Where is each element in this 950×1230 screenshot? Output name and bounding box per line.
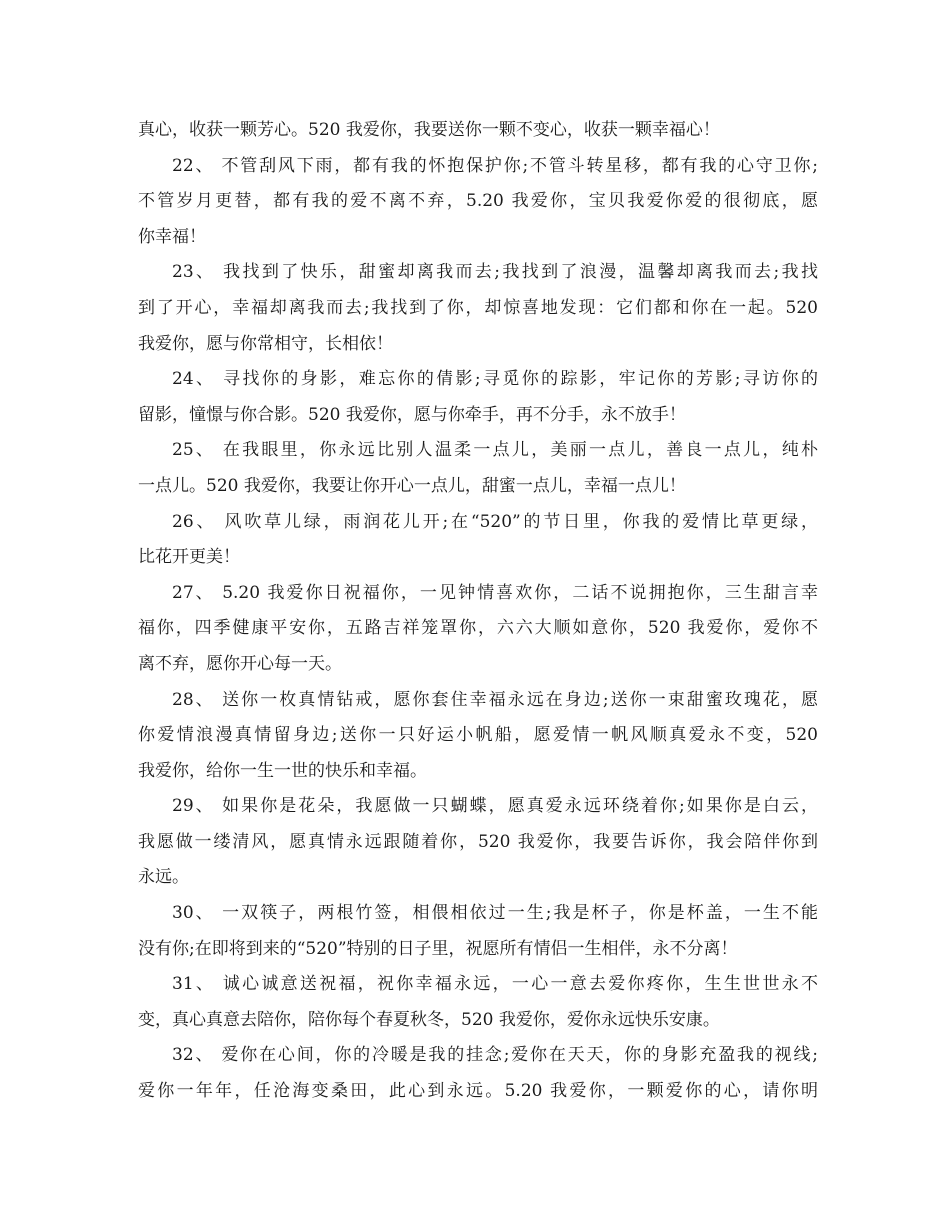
text-line: 28、 送你一枚真情钻戒，愿你套住幸福永远在身边;送你一束甜蜜玫瑰花，愿 [172, 689, 818, 710]
text-line: 22、 不管刮风下雨，都有我的怀抱保护你;不管斗转星移，都有我的心守卫你; [172, 155, 818, 176]
text-line: 27、 5.20 我爱你日祝福你，一见钟情喜欢你，二话不说拥抱你，三生甜言幸 [172, 582, 818, 603]
text-line: 不管岁月更替，都有我的爱不离不弃，5.20 我爱你，宝贝我爱你爱的很彻底，愿 [138, 191, 818, 212]
text-line: 到了开心，幸福却离我而去;我找到了你，却惊喜地发现：它们都和你在一起。520 [138, 297, 818, 318]
text-line: 30、 一双筷子，两根竹签，相偎相依过一生;我是杯子，你是杯盖，一生不能 [172, 903, 818, 924]
text-line: 你幸福！ [138, 226, 206, 247]
text-line: 23、 我找到了快乐，甜蜜却离我而去;我找到了浪漫，温馨却离我而去;我找 [172, 262, 818, 283]
text-line: 爱你一年年，任沧海变桑田，此心到永远。5.20 我爱你，一颗爱你的心，请你明 [138, 1081, 818, 1102]
text-line: 留影，憧憬与你合影。520 我爱你，愿与你牵手，再不分手，永不放手！ [138, 404, 686, 425]
text-line: 一点儿。520 我爱你，我要让你开心一点儿，甜蜜一点儿，幸福一点儿！ [138, 475, 686, 496]
text-line: 31、 诚心诚意送祝福，祝你幸福永远，一心一意去爱你疼你，生生世世永不 [172, 974, 818, 995]
document-body [138, 113, 818, 1110]
text-line: 永远。 [138, 867, 189, 888]
text-line: 真心，收获一颗芳心。520 我爱你，我要送你一颗不变心，收获一颗幸福心！ [138, 120, 720, 140]
text-line: 没有你;在即将到来的“520”特别的日子里，祝愿所有情侣一生相伴，永不分离！ [138, 938, 738, 959]
text-line: 变，真心真意去陪你，陪你每个春夏秋冬，520 我爱你，爱你永远快乐安康。 [138, 1009, 720, 1030]
text-line: 离不弃，愿你开心每一天。 [138, 653, 342, 674]
text-line: 26、 风吹草儿绿，雨润花儿开;在“520”的节日里，你我的爱情比草更绿， [172, 511, 818, 532]
text-line: 我爱你，愿与你常相守，长相依！ [138, 333, 393, 354]
text-line: 24、 寻找你的身影，难忘你的倩影;寻觅你的踪影，牢记你的芳影;寻访你的 [172, 369, 818, 390]
text-line: 我爱你，给你一生一世的快乐和幸福。 [138, 760, 427, 781]
text-line: 我愿做一缕清风，愿真情永远跟随着你，520 我爱你，我要告诉你，我会陪伴你到 [138, 831, 818, 852]
text-line: 比花开更美！ [138, 547, 240, 568]
text-line: 29、 如果你是花朵，我愿做一只蝴蝶，愿真爱永远环绕着你;如果你是白云， [172, 796, 818, 817]
text-line: 福你，四季健康平安你，五路吉祥笼罩你，六六大顺如意你，520 我爱你，爱你不 [138, 618, 818, 639]
text-line: 25、 在我眼里，你永远比别人温柔一点儿，美丽一点儿，善良一点儿，纯朴 [172, 440, 818, 461]
text-line: 你爱情浪漫真情留身边;送你一只好运小帆船，愿爱情一帆风顺真爱永不变，520 [138, 725, 818, 746]
text-line: 32、 爱你在心间，你的冷暖是我的挂念;爱你在天天，你的身影充盈我的视线; [172, 1045, 818, 1066]
